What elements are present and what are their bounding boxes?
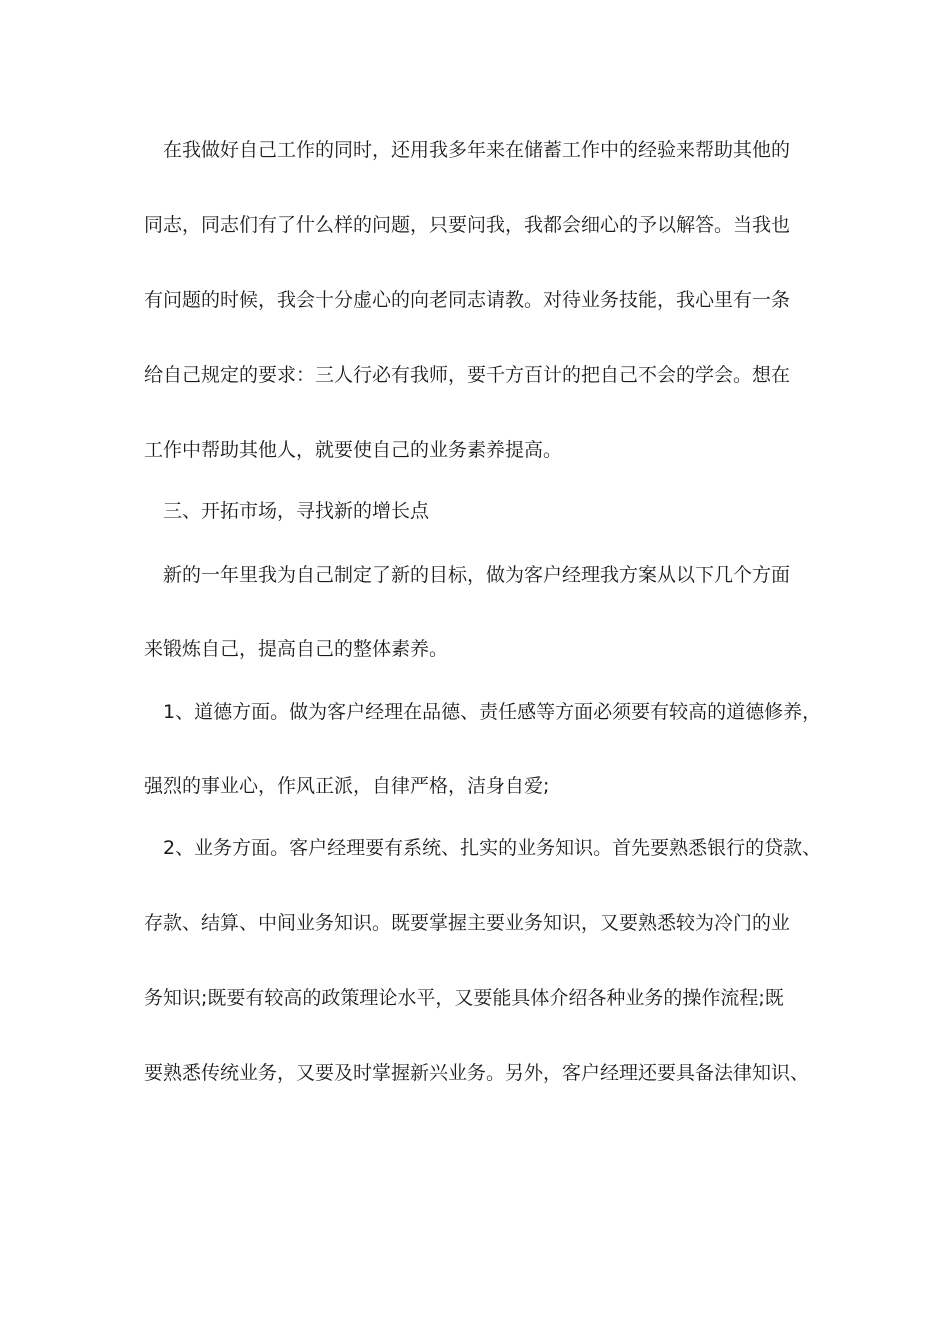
list-item-line: 强烈的事业心，作风正派，自律严格，洁身自爱; (144, 775, 550, 797)
paragraph-line: 在我做好自己工作的同时，还用我多年来在储蓄工作中的经验来帮助其他的 (163, 139, 791, 161)
section-heading: 三、开拓市场，寻找新的增长点 (163, 500, 430, 522)
paragraph-line: 给自己规定的要求：三人行必有我师，要千方百计的把自己不会的学会。想在 (144, 364, 791, 386)
list-item-line: 存款、结算、中间业务知识。既要掌握主要业务知识，又要熟悉较为冷门的业 (144, 912, 791, 934)
list-item-line: 1、道德方面。做为客户经理在品德、责任感等方面必须要有较高的道德修养， (163, 701, 822, 723)
paragraph-line: 工作中帮助其他人，就要使自己的业务素养提高。 (144, 439, 563, 461)
list-item-line: 要熟悉传统业务，又要及时掌握新兴业务。另外，客户经理还要具备法律知识、 (144, 1062, 810, 1084)
paragraph-line: 同志，同志们有了什么样的问题，只要问我，我都会细心的予以解答。当我也 (144, 214, 791, 236)
paragraph-line: 新的一年里我为自己制定了新的目标，做为客户经理我方案从以下几个方面 (163, 564, 791, 586)
paragraph-line: 有问题的时候，我会十分虚心的向老同志请教。对待业务技能，我心里有一条 (144, 289, 791, 311)
list-item-line: 2、业务方面。客户经理要有系统、扎实的业务知识。首先要熟悉银行的贷款、 (163, 837, 822, 859)
list-item-line: 务知识;既要有较高的政策理论水平，又要能具体介绍各种业务的操作流程;既 (144, 987, 784, 1009)
paragraph-line: 来锻炼自己，提高自己的整体素养。 (144, 638, 449, 660)
